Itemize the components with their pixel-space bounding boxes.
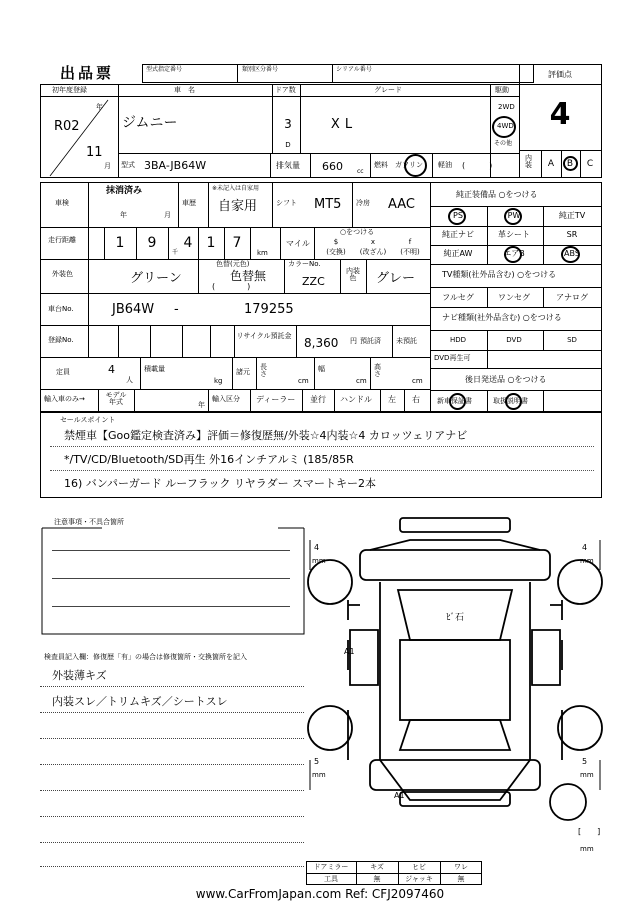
displacement: 660 [322, 160, 343, 173]
interior-c: C [586, 159, 594, 169]
spare-depth-bracket: [ ] [578, 827, 601, 836]
mileage-digit-5: 7 [232, 235, 242, 251]
tire-fl-depth: 4 [314, 543, 320, 552]
diesel-paren: ( ) [462, 161, 493, 170]
legend-mirror: ドアミラー [313, 863, 349, 871]
dim-height: 高さ [374, 363, 381, 378]
dim-height-cm: cm [412, 377, 423, 385]
inspector-note-2: 内装スレ／トリムキズ／シートスレ [52, 695, 228, 708]
drive-4wd-circle [492, 116, 516, 138]
equip-sr: SR [566, 230, 578, 239]
tire-fr-unit: mm [580, 557, 594, 565]
recycle-label: リサイクル預託金 [236, 332, 292, 340]
equip-navi: 純正ナビ [442, 230, 474, 239]
history-note: ※未記入は自家用 [212, 185, 260, 192]
history-label: 車歴 [182, 199, 196, 207]
fuel-label: 燃料 [374, 161, 388, 169]
mark-windshield-chip: ﾋﾞ石 [446, 613, 465, 623]
model-code: 3BA-JB64W [144, 159, 207, 172]
mile-opt3: (不明) [400, 248, 420, 256]
recycle-paid: 預託済 [360, 337, 381, 345]
dim-width-cm: cm [356, 377, 367, 385]
post-warranty-circle [449, 393, 466, 410]
navi-hdd: HDD [449, 336, 467, 344]
sheet-title: 出品票 [60, 64, 115, 82]
color-label: 外装色 [52, 270, 73, 278]
post-ship-title: 後日発送品 ○をつける [465, 375, 547, 384]
ac-label: 冷房 [356, 199, 370, 207]
legend-jack: ジャッキ [405, 875, 433, 883]
mileage-label: 走行距離 [48, 236, 76, 244]
handle-left: 左 [388, 395, 396, 404]
dvd-playback: DVD再生可 [434, 354, 471, 362]
katashiki-label: 型式指定番号 [146, 66, 183, 73]
mileage-thousand: 千 [172, 249, 179, 256]
import-kind-label: 輸入区分 [212, 395, 240, 403]
first-reg-label: 初年度登録 [52, 86, 87, 94]
model-year-label: モデル年式 [105, 391, 127, 406]
tv-type-title: TV種類(社外品含む) ○をつける [442, 270, 557, 279]
serial-label: シリアル番号 [336, 66, 372, 73]
displacement-label: 排気量 [276, 161, 300, 170]
history-value: 自家用 [218, 199, 258, 214]
dim-length: 長さ [260, 363, 267, 378]
capacity-value: 4 [108, 363, 115, 376]
interior-a: A [547, 159, 555, 169]
handle-label: ハンドル [340, 395, 372, 404]
sales-line-2: */TV/CD/Bluetooth/SD再生 外16インチアルミ (185/85R [64, 453, 354, 466]
ruibetsu-label: 類別区分番号 [242, 66, 279, 73]
displacement-unit: cc [357, 168, 364, 175]
score-value: 4 [549, 97, 571, 132]
chassis-dash: - [174, 302, 179, 317]
tire-rl-depth: 5 [314, 757, 320, 766]
tire-rr-depth: 5 [582, 757, 588, 766]
reg-month: 11 [86, 145, 103, 160]
mark-rear-a1: A1 [394, 791, 405, 800]
sales-line-1: 禁煙車【Goo鑑定検査済み】評価＝修復歴無/外装☆4内装☆4 カロッツェリアナビ [64, 429, 468, 442]
equip-aircon-bag: エアB [503, 249, 525, 258]
door-d: D [285, 141, 291, 149]
parallel-option: 並行 [310, 395, 326, 404]
recolor-value: 色替無 [230, 269, 267, 283]
shaken-value: 抹消済み [106, 186, 143, 196]
mileage-digit-3: 4 [183, 235, 193, 251]
mile-unit-label: マイル [286, 239, 310, 248]
diesel-label: 軽油 [438, 161, 452, 169]
equip-pw-circle [504, 208, 522, 225]
mile-opt2-symbol: x [370, 238, 376, 246]
inspector-label: 検査員記入欄：修復歴「有」の場合は修復箇所・交換箇所を記入 [44, 653, 247, 661]
drive-2wd: 2WD [498, 103, 515, 111]
tire-rl-unit: mm [312, 771, 326, 779]
reg-year-unit: 年 [96, 103, 103, 111]
regno-label: 登録No. [48, 336, 74, 344]
legend-tools-value: 無 [373, 875, 381, 883]
equip-aircon-circle [504, 246, 522, 263]
navi-sd: SD [567, 336, 577, 344]
load-unit: kg [214, 377, 223, 385]
tv-analog: アナログ [556, 293, 588, 302]
tire-fr-depth: 4 [582, 543, 588, 552]
grade-label: グレード [374, 86, 402, 94]
sales-line-3: 16) バンパーガード ルーフラック リヤラダー スマートキー2本 [64, 477, 376, 490]
equip-abs-circle [561, 246, 580, 263]
dealer-option: ディーラー [256, 395, 296, 404]
mile-opt1-symbol: $ [333, 238, 339, 246]
mile-opt1: (交換) [326, 248, 346, 256]
drive-label: 駆動 [495, 86, 509, 94]
recycle-amount: 8,360 [304, 336, 339, 350]
mile-opt3-symbol: f [408, 238, 412, 246]
inspector-note-1: 外装薄キズ [52, 669, 107, 682]
import-label: 輸入車のみ→ [44, 395, 85, 403]
post-manual-circle [505, 393, 522, 410]
chassis-label: 車台No. [48, 305, 74, 313]
recycle-unpaid: 未預託 [396, 337, 417, 345]
interior-b: B [566, 159, 574, 169]
fuel-gasoline-circle [404, 154, 427, 177]
legend-tools: 工具 [324, 875, 338, 883]
legend-break: ワレ [454, 863, 468, 871]
recycle-yen: 円 [350, 337, 357, 345]
capacity-unit: 人 [126, 376, 133, 384]
caution-label: 注意事項・不具合箇所 [54, 518, 124, 526]
shaken-year: 年 [120, 211, 127, 219]
score-label: 評価点 [548, 70, 572, 79]
recolor-paren: ( ) [212, 282, 251, 291]
interior-label: 内装 [525, 154, 532, 169]
car-name-label: 車 名 [174, 86, 195, 94]
drive-4wd: 4WD [497, 122, 514, 130]
shift-value: MT5 [314, 197, 342, 212]
ac-value: AAC [388, 197, 415, 212]
caution-box [38, 524, 308, 638]
tire-fl-unit: mm [312, 557, 326, 565]
spare-unit: mm [580, 845, 594, 853]
colorno-label: カラーNo. [288, 260, 321, 268]
legend-jack-value: 無 [457, 875, 465, 883]
handle-right: 右 [412, 395, 420, 404]
interior-b-circle [563, 156, 578, 171]
equip-ps: PS [453, 211, 463, 220]
chassis-number: 179255 [244, 302, 294, 317]
equip-abs: ABS [564, 249, 580, 258]
navi-type-title: ナビ種類(社外品含む) ○をつける [442, 313, 562, 322]
mileage-hint: ○をつける [340, 228, 375, 236]
tv-oneseg: ワンセグ [498, 293, 530, 302]
equip-ps-circle [448, 208, 466, 225]
capacity-label: 定員 [56, 368, 70, 376]
equip-aw: 純正AW [443, 249, 473, 258]
door-label: ドア数 [275, 86, 296, 94]
post-manual: 取扱説明書 [493, 397, 528, 405]
model-label: 型式 [121, 161, 135, 169]
shaken-month: 月 [164, 211, 171, 219]
mileage-digit-1: 1 [115, 235, 125, 251]
dim-length-cm: cm [298, 377, 309, 385]
mark-side-a1: A1 [344, 647, 355, 656]
load-label: 積載量 [144, 365, 165, 373]
drive-other: その他 [494, 140, 513, 147]
int-color-label: 内装色 [346, 267, 360, 282]
shift-label: シフト [276, 199, 297, 207]
fuel-gasoline: ガソリン [395, 161, 423, 169]
color-value: グリーン [130, 271, 182, 286]
post-warranty: 新車保証書 [437, 397, 472, 405]
car-damage-diagram [300, 510, 610, 880]
colorno-value: ZZC [302, 275, 325, 288]
navi-dvd: DVD [506, 336, 522, 344]
dim-width: 幅 [318, 365, 325, 373]
reg-month-unit: 月 [104, 162, 111, 170]
recolor-label: 色替(元色) [216, 260, 250, 268]
mileage-digit-2: 9 [147, 235, 157, 251]
legend-crack: ヒビ [412, 863, 426, 871]
legend-scratch: キズ [370, 863, 384, 871]
dimension-label: 諸元 [236, 368, 250, 376]
sales-point-label: セールスポイント [60, 416, 116, 424]
equip-tv: 純正TV [558, 211, 586, 220]
grade-value: XL [330, 117, 358, 132]
equip-pw: PW [507, 211, 521, 220]
int-color-value: グレー [376, 271, 416, 286]
chassis-model: JB64W [112, 302, 155, 317]
door-count: 3 [284, 117, 292, 131]
car-name: ジムニー [122, 115, 178, 131]
reg-era-year: R02 [54, 119, 80, 134]
equip-leather: 革シート [498, 230, 530, 239]
tv-fullseg: フルセグ [442, 293, 474, 302]
equip-title: 純正装備品 ○をつける [456, 190, 538, 199]
mileage-digit-4: 1 [206, 235, 216, 251]
shaken-label: 車検 [55, 199, 69, 207]
footer-watermark: www.CarFromJapan.com Ref: CFJ2097460 [195, 887, 445, 901]
mile-opt2: (改ざん) [359, 248, 387, 256]
mileage-km: km [257, 249, 268, 257]
model-year-unit: 年 [198, 401, 205, 409]
tire-rr-unit: mm [580, 771, 594, 779]
